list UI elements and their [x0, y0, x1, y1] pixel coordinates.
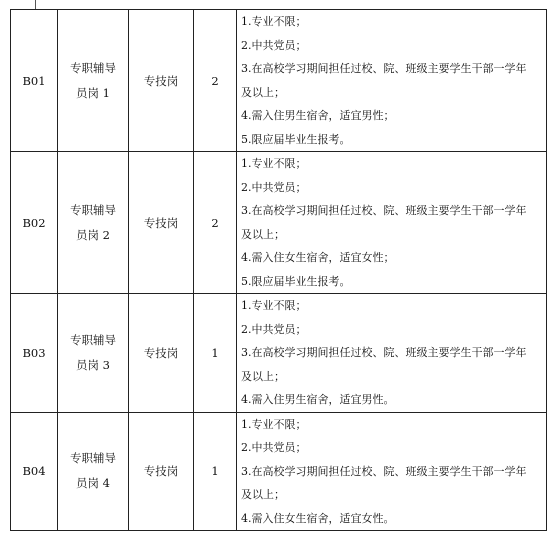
position-title — [58, 10, 129, 152]
position-title — [58, 294, 129, 413]
position-count: 2 — [194, 152, 237, 294]
position-count: 1 — [194, 294, 237, 413]
requirement-line: 2.中共党员； — [241, 180, 307, 194]
position-code: B03 — [11, 294, 58, 413]
position-code: B01 — [11, 10, 58, 152]
position-title-line: 员岗 3 — [76, 357, 110, 372]
requirement-line: 4.需入住男生宿舍，适宜男性； — [241, 109, 395, 122]
table-row — [11, 412, 547, 531]
position-count: 2 — [194, 10, 237, 152]
position-title-line: 专职辅导 — [70, 451, 116, 466]
position-type: 专技岗 — [129, 412, 194, 531]
position-code: B02 — [11, 152, 58, 294]
requirement-line: 3.在高校学习期间担任过校、院、班级主要学生干部一学年 — [241, 346, 527, 359]
position-title-line: 专职辅导 — [70, 332, 116, 347]
position-title-line: 员岗 4 — [76, 476, 110, 491]
position-requirements — [237, 10, 547, 152]
requirement-line: 1.专业不限； — [241, 15, 307, 28]
position-requirements — [237, 152, 547, 294]
position-title — [58, 152, 129, 294]
table-row — [11, 10, 547, 152]
requirement-line: 及以上； — [241, 227, 285, 241]
requirement-line: 5.限应届毕业生报考。 — [241, 132, 351, 146]
position-title-line: 员岗 2 — [76, 227, 110, 242]
position-title-line: 专职辅导 — [70, 60, 116, 75]
position-type: 专技岗 — [129, 10, 194, 152]
requirement-line: 3.在高校学习期间担任过校、院、班级主要学生干部一学年 — [241, 62, 527, 75]
requirement-line: 4.需入住男生宿舍，适宜男性。 — [241, 393, 395, 406]
requirement-line: 5.限应届毕业生报考。 — [241, 274, 351, 288]
requirement-line: 2.中共党员； — [241, 38, 307, 52]
requirement-line: 及以上； — [241, 488, 285, 501]
position-title — [58, 412, 129, 531]
position-title-line: 员岗 1 — [76, 85, 110, 100]
position-type: 专技岗 — [129, 152, 194, 294]
requirement-line: 及以上； — [241, 85, 285, 99]
table-row — [11, 152, 547, 294]
position-count: 1 — [194, 412, 237, 531]
requirement-line: 2.中共党员； — [241, 441, 307, 454]
requirement-line: 4.需入住女生宿舍，适宜女性； — [241, 251, 395, 264]
requirement-line: 3.在高校学习期间担任过校、院、班级主要学生干部一学年 — [241, 204, 527, 217]
requirement-line: 及以上； — [241, 369, 285, 383]
position-requirements — [237, 294, 547, 413]
table-row — [11, 294, 547, 413]
requirement-line: 2.中共党员； — [241, 322, 307, 336]
position-requirements — [237, 412, 547, 531]
positions-table — [10, 9, 547, 531]
requirement-line: 1.专业不限； — [241, 157, 307, 170]
requirement-line: 1.专业不限； — [241, 299, 307, 312]
requirement-line: 3.在高校学习期间担任过校、院、班级主要学生干部一学年 — [241, 464, 527, 478]
position-title-line: 专职辅导 — [70, 202, 116, 217]
position-code: B04 — [11, 412, 58, 531]
requirement-line: 1.专业不限； — [241, 417, 307, 431]
position-type: 专技岗 — [129, 294, 194, 413]
requirement-line: 4.需入住女生宿舍，适宜女性。 — [241, 511, 395, 525]
